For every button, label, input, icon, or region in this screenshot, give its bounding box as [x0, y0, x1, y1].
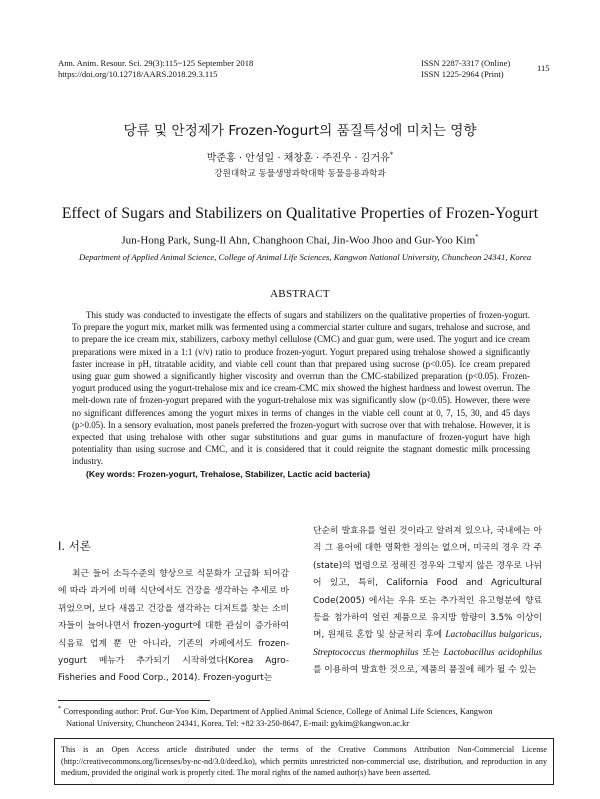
- korean-title: 당류 및 안정제가 Frozen-Yogurt의 품질특성에 미치는 영향: [123, 123, 477, 139]
- english-author-mark: *: [475, 233, 479, 241]
- right-text-before: 단순히 발효유를 얼린 것이라고 알려져 있으나, 국내에는 아직 그 용어에 대한 명확한 정의는 없으며, 미국의 경우 각 주(state)의 법령으로 정해진 경우와 그렇지 않은 경우로 나뉘어 있고, 특히, California Food and Agricultural Code(2005) 에서는 우유 또는 추가적인 유고형분에 향료 등을 첨가하여 얼린 제품으로 유지방 함량이 3.5% 이상이며, 원재료 혼합 및 살균처리 후에: [313, 526, 542, 641]
- issn-print: ISSN 1225-2964 (Print): [421, 69, 504, 79]
- license-box: [54, 738, 554, 785]
- journal-line: Ann. Anim. Resour. Sci. 29(3):115~125 September 2018: [58, 58, 254, 68]
- abstract-body: [72, 309, 530, 480]
- english-author-names: Jun-Hong Park, Sung-Il Ahn, Changhoon Chai, Jin-Woo Jhoo and Gur-Yoo Kim: [121, 234, 476, 247]
- english-title: Effect of Sugars and Stabilizers on Qualitative Properties of Frozen-Yogurt: [61, 205, 539, 222]
- korean-affiliation: 강원대학교 동물생명과학대학 동물응용과학과: [214, 169, 386, 179]
- page-number: 115: [537, 63, 550, 73]
- keywords: (Key words: Frozen-yogurt, Trehalose, Stabilizer, Lactic acid bacteria): [86, 468, 371, 479]
- right-text-between: ,: [539, 630, 542, 641]
- species-name-2: Streptococcus thermophilus: [313, 647, 419, 658]
- korean-author-names: 박준홍 · 안성일 · 채창훈 · 주진우 · 김거유: [206, 153, 390, 164]
- department-affiliation: Department of Applied Animal Science, College of Animal Life Sciences, Kangwon National University, Chuncheon 24341, Korea: [78, 252, 532, 262]
- abstract-text: This study was conducted to investigate the effects of sugars and stabilizers on the qualitative properties of frozen-yogurt. To prepare the yogurt mix, market milk was fermented using a commercial starter culture and sugars, trehalose and sucrose, and to prepare the ice cream mix, stabilizers, carboxy methyl cellulose (CMC) and guar gum, were used. The yogurt and ice cream preparations were mixed in a 1:1 (v/v) ratio to produce frozen-yogurt. Yogurt prepared using trehalose showed a significantly faster increase in pH, titratable acidity, and viable cell count than that prepared using sucrose (p<0.05). Ice cream prepared using guar gum showed a significantly higher viscosity and overrun than the CMC-stabilized preparation (p<0.05). Frozen-yogurt produced using the yogurt-trehalose mix and ice cream-CMC mix showed the highest hardness and lowest overrun. The melt-down rate of frozen-yogurt prepared with the yogurt-trehalose mix was significantly slow (p<0.05). However, there were no significant differences among the yogurt mixes in terms of changes in the viable cell count at 0, 7, 15, 30, and 45 days (p>0.05). In a sensory evaluation, most panels preferred the frozen-yogurt with sucrose over that with trehalose. However, it is expected that using trehalose with other sugar substitutions and guar gums in manufacture of frozen-yogurt have high potentiality than using sucrose and CMC, and it is considered that it could reignite the stagnant domestic milk processing industry.: [72, 310, 531, 467]
- right-column-paragraph: [313, 523, 542, 680]
- korean-author-mark: *: [389, 150, 394, 159]
- footnote-line-2: National University, Chuncheon 24341, Korea. Tel: +82 33-250-8647, E-mail: gykim@kangwon.ac.kr: [66, 719, 410, 728]
- korean-authors: [0, 149, 600, 164]
- footnote-rule: [58, 700, 210, 701]
- right-text-after: 를 이용하여 발효한 것으로, 제품의 품질에 해가 될 수 있는: [313, 665, 537, 676]
- corresponding-author-footnote: [58, 703, 548, 730]
- footnote-mark: *: [58, 705, 62, 712]
- species-name-3: Lactobacillus acidophilus: [443, 647, 542, 658]
- footnote-line-1: [58, 703, 548, 718]
- right-text-or: 또는: [418, 647, 444, 658]
- section-heading: Ⅰ. 서론: [58, 539, 91, 553]
- species-name-1: Lactobacillus bulgaricus: [445, 630, 540, 641]
- license-text: This is an Open Access article distributed under the terms of the Creative Commons Attribution Non-Commercial License (http://creativecommons.org/licenses/by-nc-nd/3.0/deed.ko), which permits unrestricted non-commercial use, distribution, and reproduction in any medium, provided the original work is properly cited. The moral rights of the named author(s) have been asserted.: [61, 745, 547, 778]
- journal-citation: [58, 58, 253, 80]
- footnote-text-1: Corresponding author: Prof. Gur-Yoo Kim, Department of Applied Animal Science, College of Animal Life Sciences, Kangwon: [63, 706, 493, 716]
- left-column: [58, 566, 289, 688]
- issn-online: ISSN 2287-3317 (Online): [421, 58, 511, 68]
- left-column-text: 최근 들어 소득수준의 향상으로 식문화가 고급화 되어감에 따라 과거에 비해 식단에서도 건강을 생각하는 추세로 바뀌었으며, 보다 새롭고 건강을 생각하는 디저트를 찾는 소비자들이 늘어나면서 frozen-yogurt에 대한 관심이 증가하여 식음료 업계 뿐 만 아니라, 기존의 카페에서도 frozen-yogurt 메뉴가 추가되기 시작하였다(Korea Agro-Fisheries and Food Corp., 2014). Frozen-yogurt는: [58, 569, 289, 684]
- abstract-heading: ABSTRACT: [270, 288, 330, 300]
- right-column: [313, 523, 542, 680]
- issn-block: [421, 58, 510, 80]
- english-authors: [0, 233, 600, 247]
- doi-link[interactable]: https://doi.org/10.12718/AARS.2018.29.3.115: [58, 69, 218, 79]
